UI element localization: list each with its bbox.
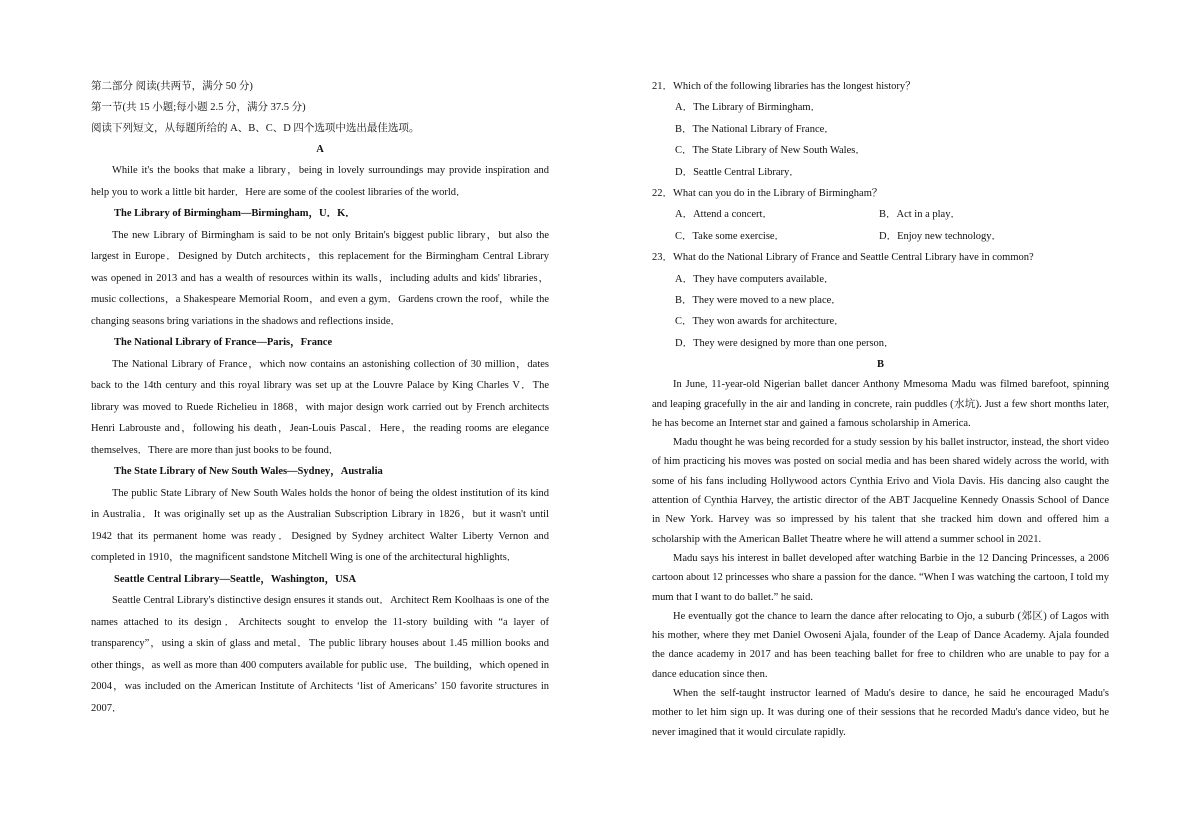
instruction: 阅读下列短文，从每题所给的 A、B、C、D 四个选项中选出最佳选项。 — [91, 123, 420, 134]
question-21-option-d: D．Seattle Central Library． — [675, 166, 800, 178]
question-21-option-c: C．The State Library of New South Wales． — [675, 145, 866, 157]
library-text-france: The National Library of France，which now contains an astonishing collection of 30 million，dates back to the 14th century and this royal library was set up at the Louvre Palace by King Charles V．The library was moved to Ruede Richelieu in 1868，with major design work carried out by French architects Henri Labrouste and，following his death，Jean-Louis Pascal．Here，the reading rooms are elegance themselves．There are more than just books to be found． — [91, 358, 549, 456]
passage-b-paragraph-5: When the self-taught instructor learned of Madu's desire to dance, he said he encouraged Madu's mother to let him sign up. It was during one of their sessions that he recorded Madu's dance video, but he never imagined that it would circulate rapidly. — [652, 688, 1109, 738]
question-22-option-a: A．Attend a concert． — [675, 209, 773, 221]
library-heading-nsw: The State Library of New South Wales—Sydney，Australia — [114, 466, 383, 477]
library-heading-birmingham: The Library of Birmingham—Birmingham，U．K． — [114, 208, 356, 219]
passage-b-paragraph-4: He eventually got the chance to learn the dance after relocating to Ojo, a suburb (郊区) of Lagos with his mother, where they met Daniel Owoseni Ajala, founder of the Leap of Dance Academy. Ajala founded the dance academy in 2017 and has been teaching ballet for free to children who are unable to pay for a dance education since then. — [652, 610, 1109, 680]
library-text-nsw: The public State Library of New South Wales holds the honor of being the oldest institution of its kind in Australia．It was originally set up as the Australian Subscription Library in 1826，but it wasn't until 1942 that its permanent home was ready．Designed by Sydney architect Walter Liberty Vernon and completed in 1910，the magnificent sandstone Mitchell Wing is one of the architectural highlights． — [91, 487, 549, 563]
library-text-birmingham: The new Library of Birmingham is said to be not only Britain's biggest public library，but also the largest in Europe．Designed by Dutch architects，this replacement for the Birmingham Central Library was opened in 2013 and has a wealth of resources within its walls，including adults and kids' libraries，music collections，a Shakespeare Memorial Room，and even a gym．Gardens crown the roof，while the changing seasons bring variations in the shadows and reflections inside． — [91, 229, 549, 327]
subsection-title: 第一节(共 15 小题;每小题 2.5 分，满分 37.5 分) — [91, 102, 306, 113]
passage-b-paragraph-1: In June, 11-year-old Nigerian ballet dancer Anthony Mmesoma Madu was filmed barefoot, spinning and leaping gracefully in the air and landing in concrete, rain puddles (水坑). Just a few short months later, he has become an Internet star and gained a famous scholarship in America. — [652, 379, 1109, 429]
passage-b-paragraph-3: Madu says his interest in ballet developed after watching Barbie in the 12 Dancing Princesses, a 2006 cartoon about 12 princesses who share a passion for the dance. “When I was watching the cartoon, I told my mum that I want to do ballet.” he said. — [652, 552, 1109, 603]
passage-label-a: A — [316, 144, 324, 155]
question-21: 21．Which of the following libraries has the longest history？ — [652, 81, 916, 92]
library-heading-france: The National Library of France—Paris，France — [114, 337, 333, 348]
right-column — [652, 76, 1109, 742]
question-21-option-a: A．The Library of Birmingham． — [675, 102, 822, 114]
question-23-option-d: D．They were designed by more than one person． — [675, 337, 895, 349]
passage-label-b: B — [876, 359, 884, 371]
question-23-option-a: A．They have computers available． — [675, 273, 835, 285]
section-title: 第二部分 阅读(共两节，满分 50 分) — [91, 81, 253, 92]
question-23-option-b: B．They were moved to a new place． — [675, 295, 842, 307]
question-23: 23．What do the National Library of France and Seattle Central Library have in common? — [652, 252, 1034, 264]
library-heading-seattle: Seattle Central Library—Seattle，Washington，USA — [114, 573, 357, 585]
question-22-options-row-1 — [652, 204, 1109, 225]
library-text-seattle: Seattle Central Library's distinctive design ensures it stands out．Architect Rem Koolhaas is one of the names attached to its design．Architects sought to envelop the 11-story building with “a layer of transparency”，using a skin of glass and metal．The public library houses about 1.45 million books and other things，as well as more than 400 computers available for public use．The building，which opened in 2004，was included on the American Institute of Architects ‘list of Americans’ 150 favorite structures in 2007． — [91, 595, 549, 714]
passage-b-paragraph-2: Madu thought he was being recorded for a study session by his ballet instructor, instead, the short video of him practicing his moves was posted on social media and has been shared widely across the world, with some of his fans including Hollywood actors Cynthia Erivo and Viola Davis. His dancing also caught the attention of Cynthia Harvey, the artistic director of the ABT Jacqueline Kennedy Onassis School of Dance in New York. Harvey was so impressed by his talent that she tracked him down and offered him a scholarship with the American Ballet Theatre where he will attend a summer school in 2021. — [652, 437, 1109, 545]
question-22: 22．What can you do in the Library of Birmingham？ — [652, 188, 883, 200]
passage-a-intro: While it's the books that make a library，being in lovely surroundings may provide inspiration and help you to work a little bit harder．Here are some of the coolest libraries of the world． — [91, 165, 549, 198]
question-22-option-b: B．Act in a play． — [879, 209, 961, 221]
question-21-option-b: B．The National Library of France． — [675, 123, 835, 135]
left-column — [91, 76, 549, 719]
question-23-option-c: C．They won awards for architecture． — [675, 316, 845, 328]
question-22-option-d: D．Enjoy new technology． — [879, 230, 1003, 242]
question-22-option-c: C．Take some exercise． — [675, 230, 786, 242]
question-22-options-row-2 — [652, 226, 1109, 247]
